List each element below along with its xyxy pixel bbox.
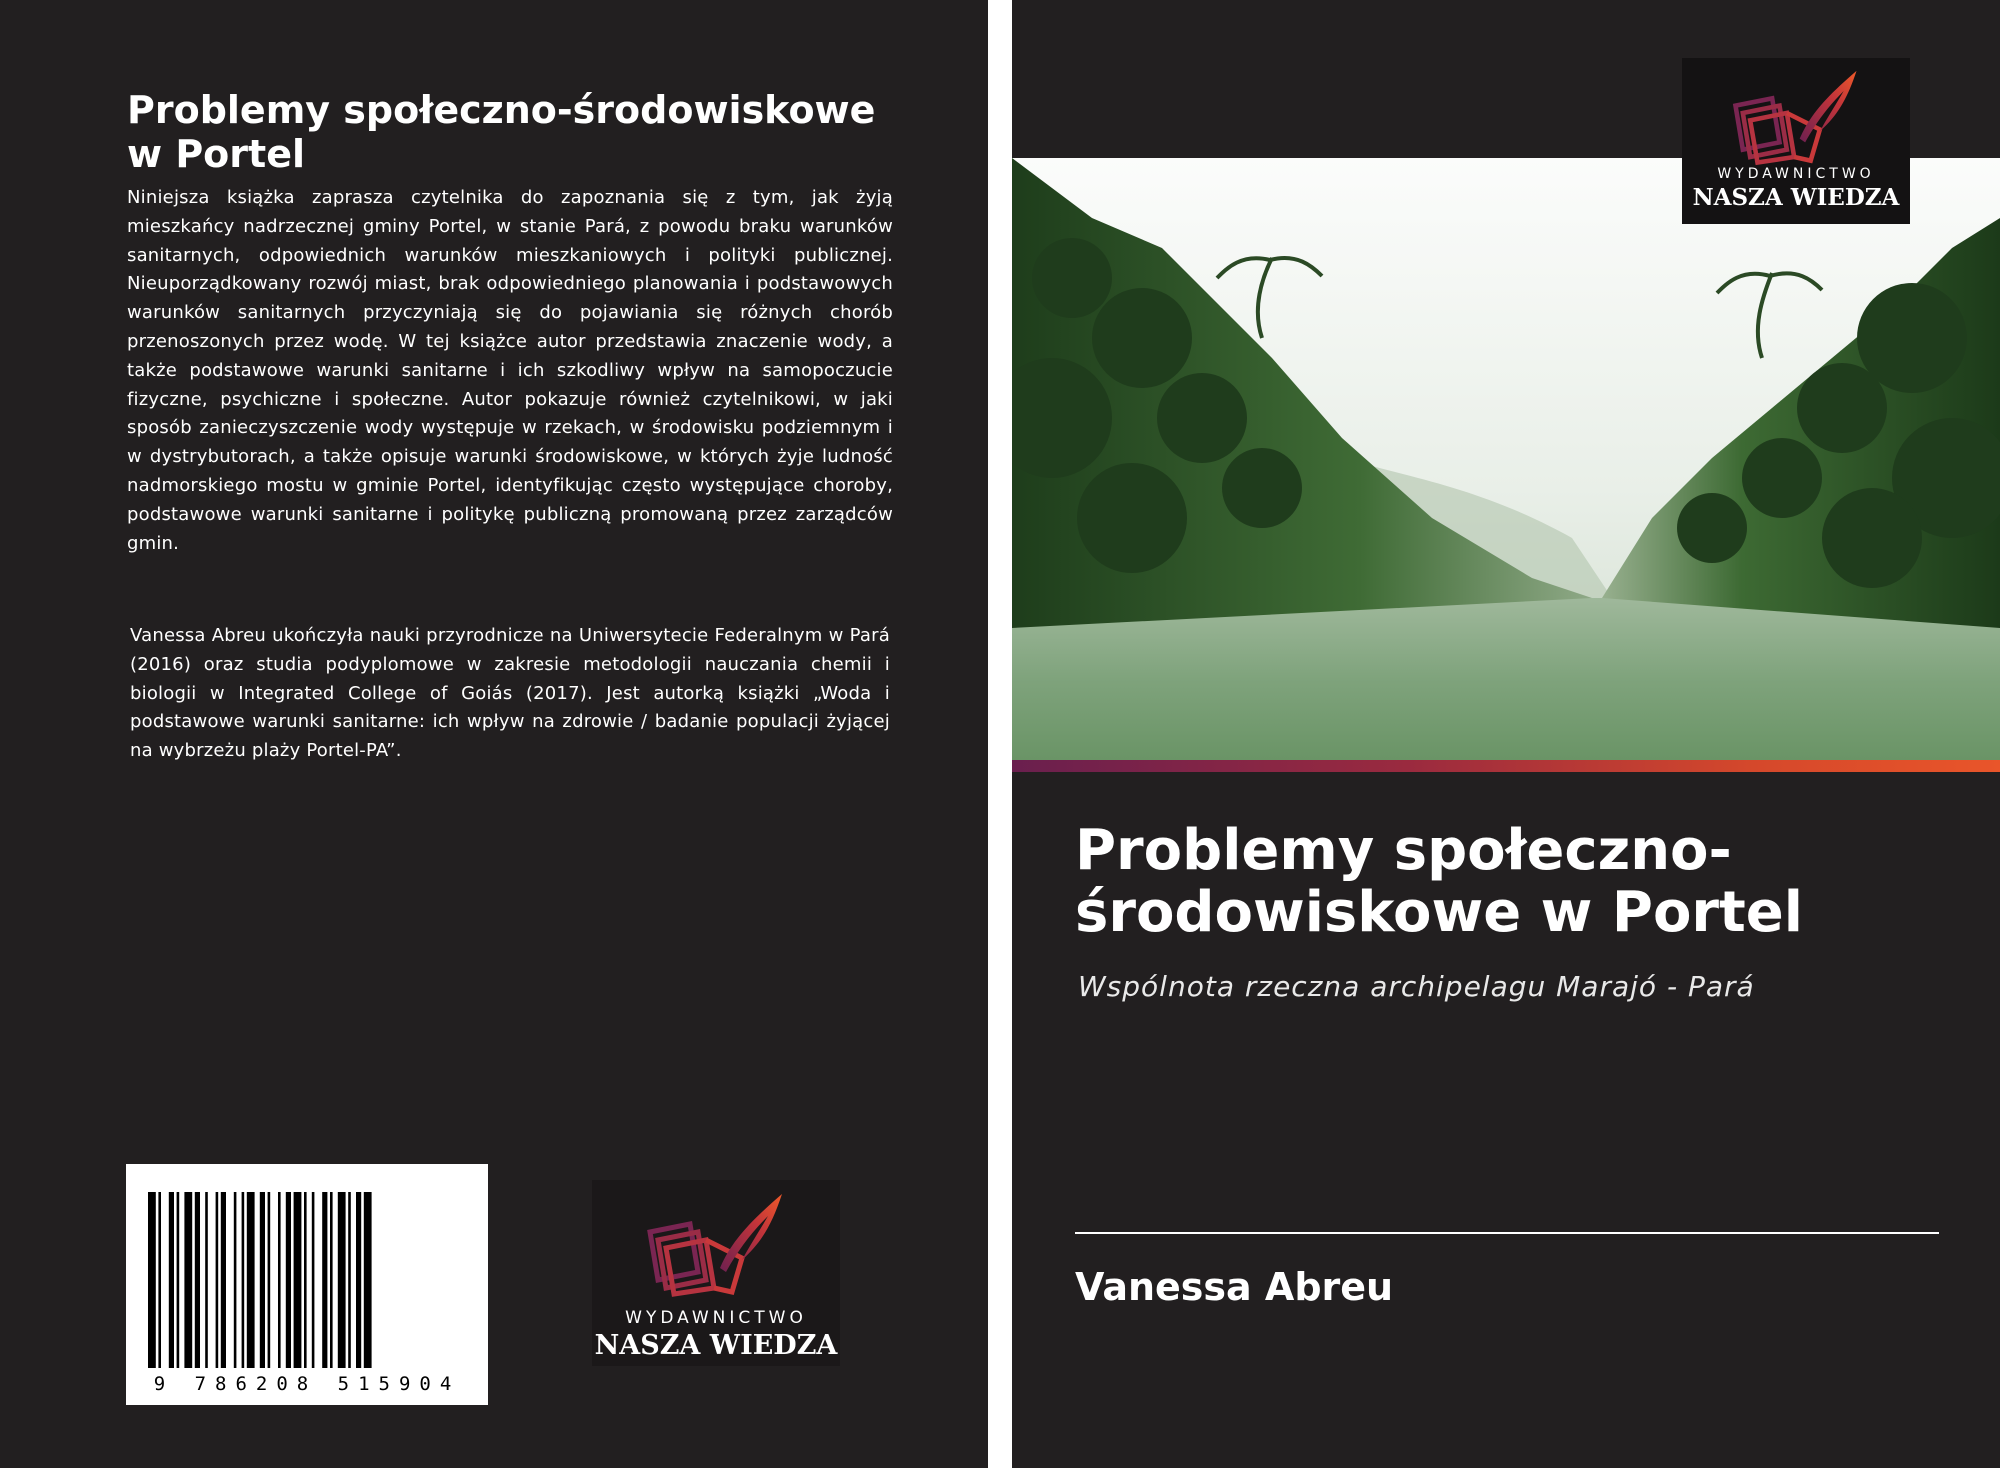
barcode-bar xyxy=(184,1192,192,1368)
barcode-bar xyxy=(169,1192,174,1368)
barcode-bar xyxy=(304,1192,307,1368)
barcode-bar xyxy=(234,1192,237,1368)
barcode-bar xyxy=(158,1192,161,1368)
barcode-bar xyxy=(177,1192,180,1368)
barcode-bar xyxy=(268,1192,271,1368)
barcode-bar xyxy=(338,1192,346,1368)
barcode-bar xyxy=(195,1192,200,1368)
barcode-bar xyxy=(356,1192,361,1368)
front-cover-title: Problemy społeczno-środowiskowe w Portel xyxy=(1075,818,1803,945)
author-bio: Vanessa Abreu ukończyła nauki przyrodnicze na Uniwersytecie Federalnym w Pará (2016) oraz studia podyplomowe w zakresie metodologii nauczania chemii i biologii w Integrated College of Goiás (2017). Jest autorką książki „Woda i podstawowe warunki sanitarne: ich wpływ na zdrowie / badanie populacji żyjącej na wybrzeżu plaży Portel-PA”. xyxy=(130,625,890,762)
barcode-bar xyxy=(330,1192,333,1368)
barcode-bar xyxy=(322,1192,327,1368)
front-cover-subtitle: Wspólnota rzeczna archipelagu Marajó - Pará xyxy=(1078,970,1755,1003)
isbn-number: 9 786208 515904 xyxy=(153,1373,461,1395)
barcode-bar xyxy=(247,1192,255,1368)
front-cover-author: Vanessa Abreu xyxy=(1075,1265,1394,1309)
barcode-bars xyxy=(126,1164,488,1405)
isbn-barcode xyxy=(126,1164,488,1405)
barcode-bar xyxy=(294,1192,302,1368)
publisher-line2: NASZA WIEDZA xyxy=(1692,184,1900,211)
barcode-bar xyxy=(364,1192,372,1368)
river-rainforest-rain-image xyxy=(1012,158,2000,760)
barcode-bar xyxy=(221,1192,226,1368)
barcode-bar xyxy=(312,1192,315,1368)
barcode-bar xyxy=(278,1192,281,1368)
open-book-quill-icon xyxy=(592,1180,840,1300)
barcode-bar xyxy=(260,1192,265,1368)
publisher-line1: WYDAWNICTWO xyxy=(1717,166,1875,182)
barcode-bar xyxy=(242,1192,245,1368)
open-book-quill-icon xyxy=(1682,58,1910,168)
back-cover-title: Problemy społeczno-środowiskowe w Portel xyxy=(127,88,876,176)
barcode-bar xyxy=(205,1192,208,1368)
title-divider xyxy=(1075,1232,1939,1234)
accent-stripe xyxy=(1012,760,2000,772)
publisher-line2: NASZA WIEDZA xyxy=(594,1330,838,1361)
barcode-bar xyxy=(348,1192,351,1368)
barcode-bar xyxy=(216,1192,219,1368)
back-cover xyxy=(0,0,988,1468)
barcode-bar xyxy=(286,1192,291,1368)
publisher-line1: WYDAWNICTWO xyxy=(625,1308,807,1328)
barcode-bar xyxy=(148,1192,156,1368)
publisher-logo-front xyxy=(1682,58,1910,224)
book-description: Niniejsza książka zaprasza czytelnika do zapoznania się z tym, jak żyją mieszkańcy nadrzecznej gminy Portel, w stanie Pará, z powodu braku warunków sanitarnych, odpowiednich warunków mieszkaniowych i polityki publicznej. Nieuporządkowany rozwój miast, brak odpowiedniego planowania i podstawowych warunków sanitarnych przyczyniają się do pojawiania się różnych chorób przenoszonych przez wodę. W tej książce autor przedstawia znaczenie wody, a także podstawowe warunki sanitarne i ich szkodliwy wpływ na samopoczucie fizyczne, psychiczne i społeczne. Autor pokazuje również czytelnikowi, w jaki sposób zanieczyszczenie wody występuje w rzekach, w środowisku podziemnym i w dystrybutorach, a także opisuje warunki środowiskowe, w których żyje ludność nadmorskiego mostu w gminie Portel, identyfikując często występujące choroby, podstawowe warunki sanitarne i politykę publiczną promowaną przez zarządców gmin. xyxy=(127,187,893,554)
publisher-logo-back xyxy=(592,1180,840,1366)
